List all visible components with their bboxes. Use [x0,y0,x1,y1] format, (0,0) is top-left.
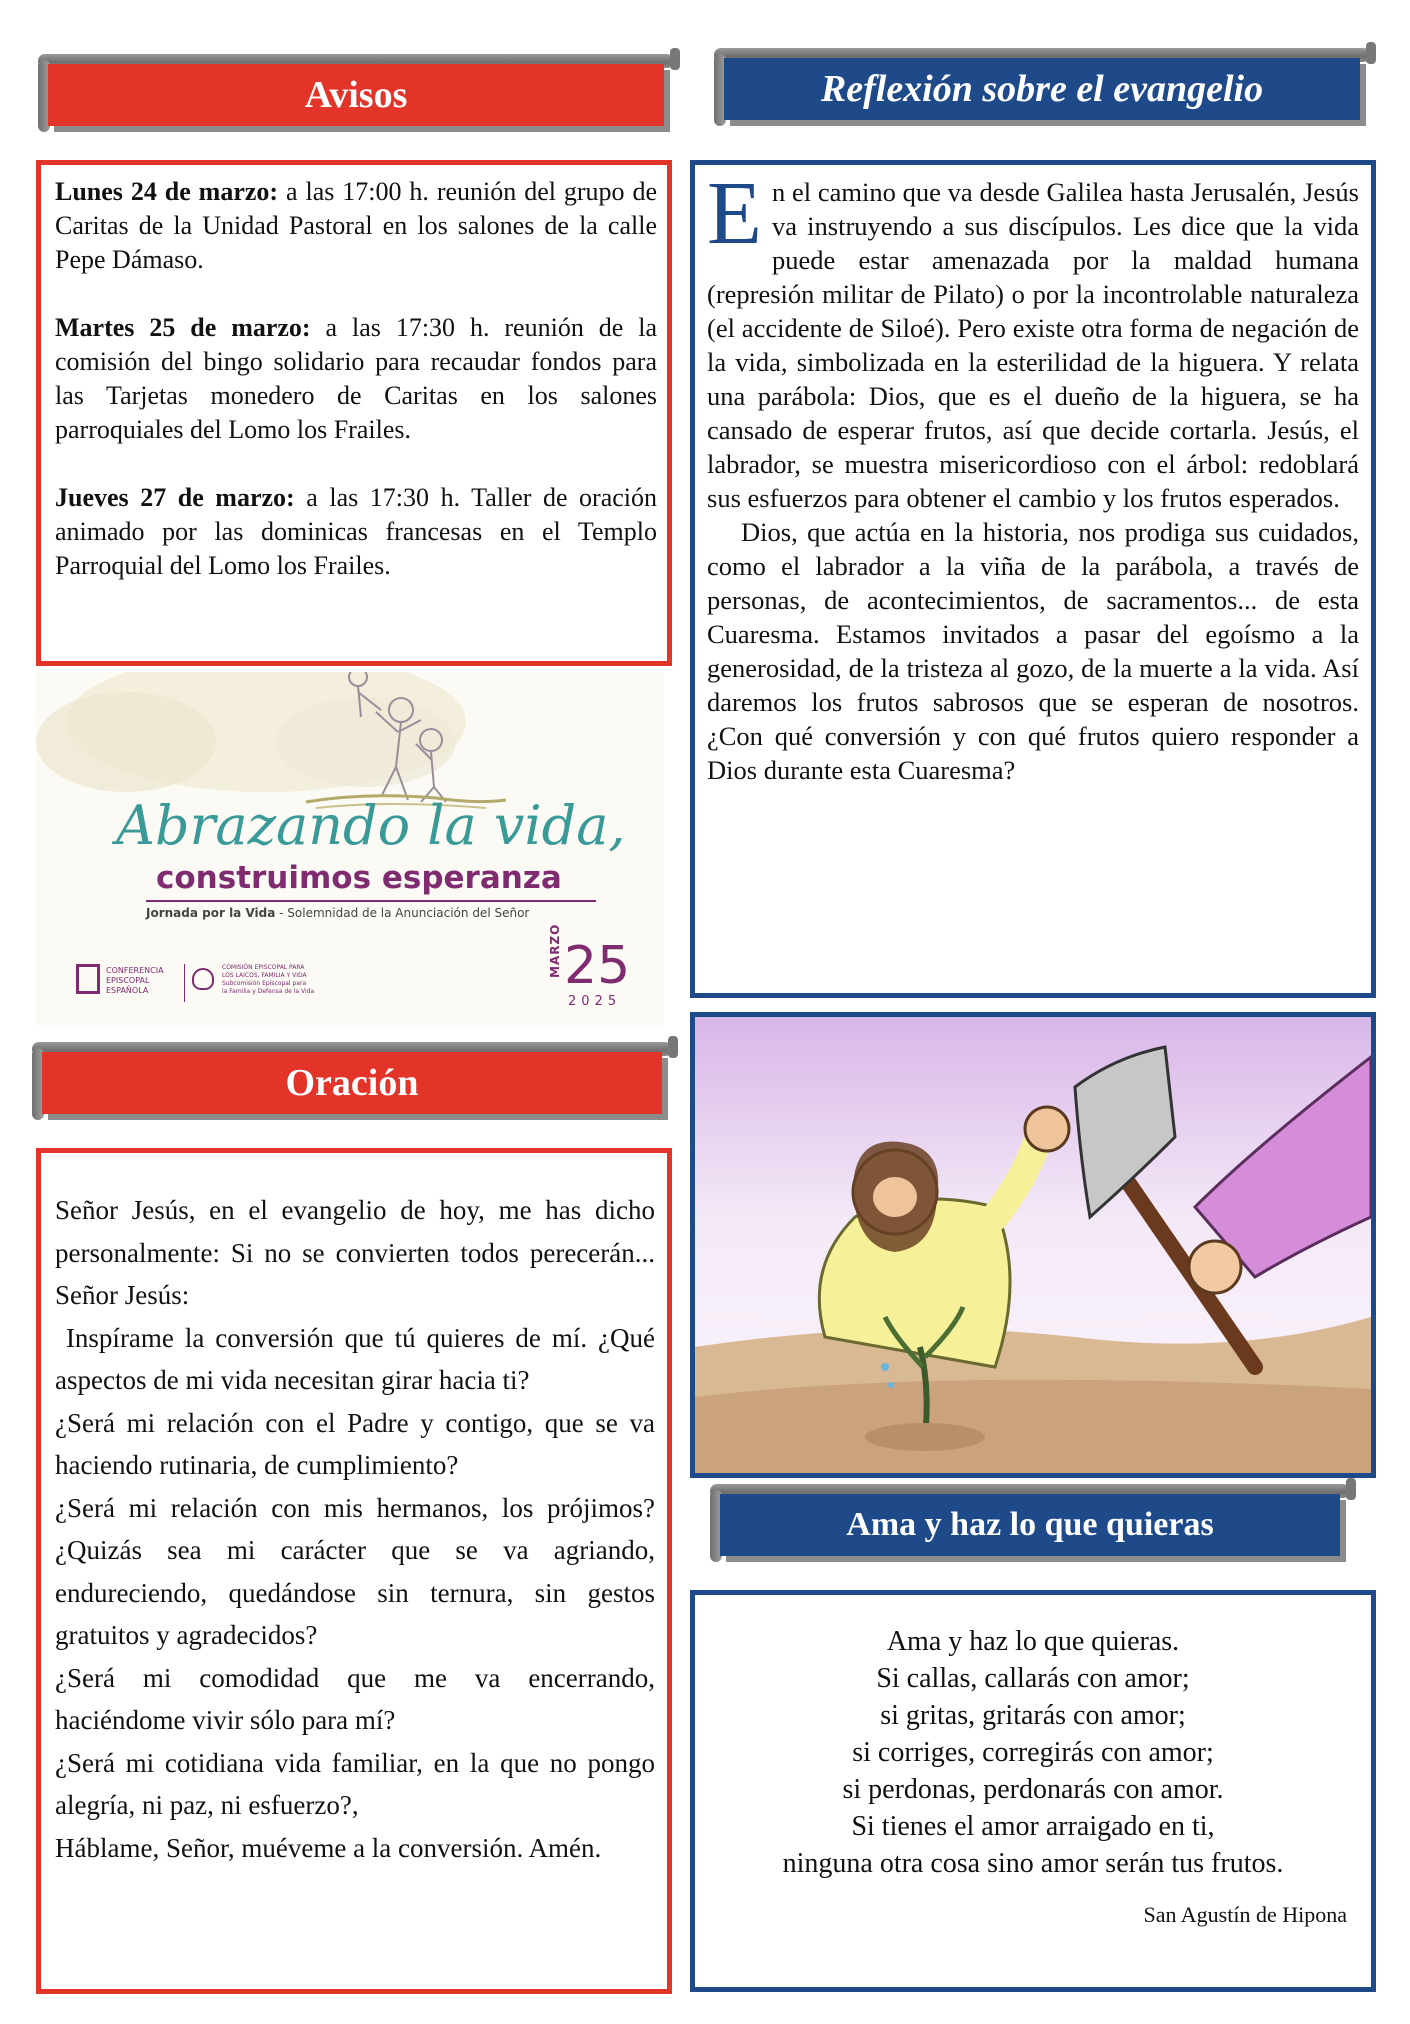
drop-cap: E [707,164,762,263]
banner-rod-cap [1346,1478,1356,1500]
poem-line: ninguna otra cosa sino amor serán tus frutos. [782,1848,1284,1879]
ama-title: Ama y haz lo que quieras [720,1494,1340,1556]
oracion-text [55,1189,662,1869]
comision-label [222,964,314,996]
cee-line: EPISCOPAL [106,976,150,985]
oracion-line: Háblame, Señor, muéveme a la conversión. Amén. [55,1832,602,1863]
oracion-box [36,1148,672,1994]
aviso-body: a las 17:00 h. reunión del grupo de Caritas de la Unidad Pastoral en los salones de la calle Pepe Dámaso. [55,177,657,274]
reflexion-title: Reflexión sobre el evangelio [724,58,1360,120]
poster-headline: Abrazando la vida, [116,794,626,857]
aviso-item-martes [55,311,657,447]
ama-poem [719,1623,1347,1882]
oracion-line: Inspírame la conversión que tú quieres de mí. ¿Qué aspectos de mi vida necesitan girar hacia ti? [55,1322,662,1395]
ama-box [690,1590,1376,1992]
ama-banner [710,1484,1350,1566]
cee-line: CONFERENCIA [106,966,164,975]
banner-rod-cap [668,1036,678,1058]
poem-line: si corriges, corregirás con amor; [852,1737,1214,1768]
reflexion-text [707,164,1359,787]
reflexion-paragraph-1 [707,164,1359,515]
comision-line: Subcomisión Episcopal para [222,980,307,987]
logo-separator [184,964,185,1002]
comision-line: COMISIÓN EPISCOPAL PARA [222,964,305,971]
avisos-title: Avisos [48,64,664,126]
cee-line: ESPAÑOLA [106,986,149,995]
aviso-body: a las 17:30 h. reunión de la comisión del bingo solidario para recaudar fondos para las Tarjetas monedero de Caritas en los salones parroquiales del Lomo los Frailes. [55,313,657,444]
poem-line: Ama y haz lo que quieras. [886,1626,1180,1657]
avisos-text [55,175,657,583]
aviso-item-jueves [55,481,657,583]
aviso-day: Jueves 27 de marzo: [55,483,295,512]
lotus-icon [192,968,214,990]
aviso-day: Martes 25 de marzo: [55,313,311,342]
banner-rod-cap [1366,42,1376,64]
poster-divider [146,900,596,902]
reflexion-p1-text: n el camino que va desde Galilea hasta Jerusalén, Jesús va instruyendo a sus discípulos. Les dice que la vida puede estar amenazada por la maldad humana (represión militar de Pilato) o por la incontrolable naturaleza (el accidente de Siloé). Pero existe otra forma de negación de la vida, simbolizada en la esterilidad de la higuera. Y relata una parábola: Dios, que es el dueño de la higuera, se ha cansado de esperar frutos, así que decide cortarla. Jesús, el labrador, se muestra misericordioso con el árbol: redoblará sus esfuerzos para obtener el cambio y los frutos esperados. [707,177,1359,513]
poster-subheadline: construimos esperanza [156,860,562,896]
oracion-line: Señor Jesús, en el evangelio de hoy, me has dicho personalmente: Si no se convierten todos perecerán... Señor Jesús: [55,1195,655,1310]
cee-label [106,966,164,996]
oracion-line: ¿Será mi cotidiana vida familiar, en la que no pongo alegría, ni paz, ni esfuerzo?, [55,1747,655,1820]
avisos-box [36,160,672,666]
parable-illustration [690,1012,1376,1478]
illustration-art [695,1017,1371,1473]
aviso-day: Lunes 24 de marzo: [55,177,279,206]
comision-line: LOS LAICOS, FAMILIA Y VIDA [222,972,307,979]
poster-jornada: Jornada por la Vida [146,906,276,920]
oracion-title: Oración [42,1052,662,1114]
avisos-banner [38,54,674,136]
poster-day: 25 [564,936,631,996]
poster-solemnidad: - Solemnidad de la Anunciación del Señor [275,906,530,920]
oracion-banner [32,1042,672,1124]
oracion-line: ¿Será mi relación con el Padre y contigo, que se va haciendo rutinaria, de cumplimiento? [55,1407,655,1480]
poem-author: San Agustín de Hipona [1143,1902,1347,1927]
oracion-line: ¿Será mi comodidad que me va encerrando, haciéndome vivir sólo para mí? [55,1662,655,1735]
oracion-line: ¿Será mi relación con mis hermanos, los prójimos? ¿Quizás sea mi carácter que se va agriando, endureciendo, quedándose sin ternura, sin gestos gratuitos y agradecidos? [55,1492,655,1650]
jornada-vida-poster [36,672,664,1026]
banner-rod-cap [670,48,680,70]
poem-line: Si tienes el amor arraigado en ti, [851,1811,1215,1842]
poem-line: Si callas, callarás con amor; [876,1663,1190,1694]
reflexion-box [690,160,1376,998]
poem-line: si gritas, gritarás con amor; [880,1700,1186,1731]
poster-year: 2025 [568,994,622,1009]
poster-month: MARZO [548,923,562,978]
poster-subtitle [146,906,529,920]
reflexion-paragraph-2: Dios, que actúa en la historia, nos prodiga sus cuidados, como el labrador a la viña de la parábola, a través de personas, de acontecimientos, de sacramentos... de esta Cuaresma. Estamos invitados a pasar del egoísmo a la generosidad, de la tristeza al gozo, de la muerte a la vida. Así daremos los frutos sabrosos que se esperan de nosotros. ¿Con qué conversión y con qué frutos quiero responder a Dios durante esta Cuaresma? [707,517,1359,785]
reflexion-banner [714,48,1370,130]
aviso-item-lunes [55,175,657,277]
aviso-body: a las 17:30 h. Taller de oración animado por las dominicas francesas en el Templo Parroquial del Lomo los Frailes. [55,483,657,580]
cee-logo [76,964,100,994]
poem-line: si perdonas, perdonarás con amor. [842,1774,1224,1805]
comision-line: la Familia y Defensa de la Vida [222,988,315,995]
